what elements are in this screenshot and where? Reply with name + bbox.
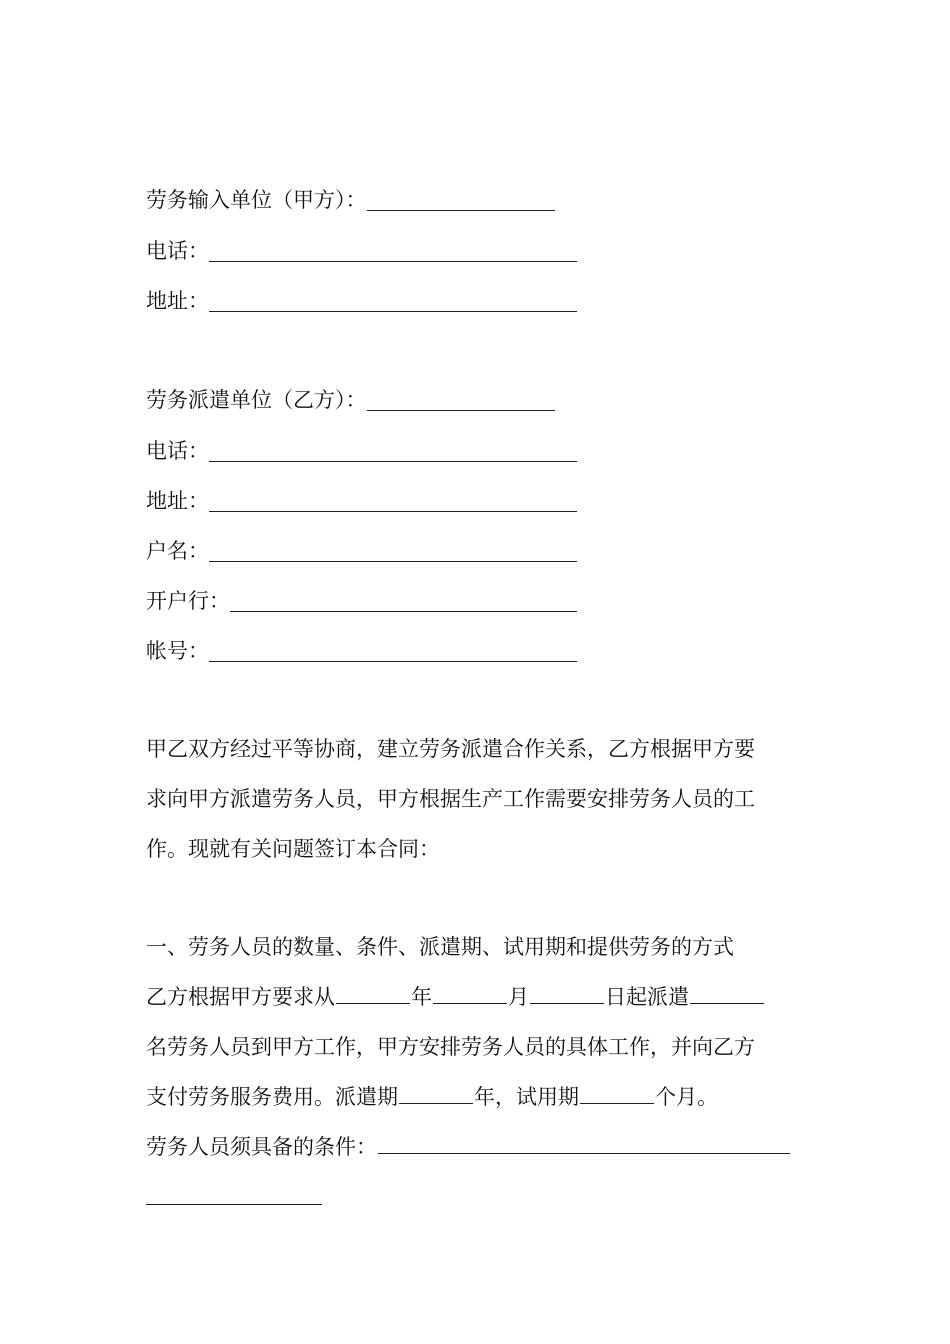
worker-conditions-blank[interactable] bbox=[378, 1131, 790, 1154]
party-b-account-name-row bbox=[146, 537, 577, 565]
party-b-account-name-blank[interactable] bbox=[209, 541, 577, 562]
probation-period-blank[interactable] bbox=[580, 1081, 654, 1104]
intro-line-2: 求向甲方派遣劳务人员，甲方根据生产工作需要安排劳务人员的工 bbox=[146, 787, 755, 811]
party-a-title-label: 劳务输入单位（甲方）： bbox=[146, 188, 367, 212]
party-b-account-no-row bbox=[146, 637, 577, 665]
party-b-address-label: 地址： bbox=[146, 489, 209, 513]
intro-line-1: 甲乙双方经过平等协商，建立劳务派遣合作关系，乙方根据甲方要 bbox=[146, 737, 755, 761]
party-b-name-blank[interactable] bbox=[367, 390, 555, 411]
section-1-l3-b: 年，试用期 bbox=[474, 1085, 579, 1109]
party-b-phone-blank[interactable] bbox=[209, 441, 577, 462]
party-b-title-label: 劳务派遣单位（乙方）： bbox=[146, 388, 367, 412]
section-1-l4: 劳务人员须具备的条件： bbox=[146, 1135, 377, 1159]
party-b-phone-row bbox=[146, 437, 577, 465]
party-b-account-no-blank[interactable] bbox=[209, 641, 577, 662]
start-day-blank[interactable] bbox=[530, 981, 604, 1004]
party-a-address-blank[interactable] bbox=[209, 291, 577, 312]
party-b-account-name-label: 户名： bbox=[146, 539, 209, 563]
party-b-bank-blank[interactable] bbox=[230, 591, 577, 612]
section-1-line-1 bbox=[146, 972, 811, 1022]
party-a-name-blank[interactable] bbox=[367, 190, 555, 211]
party-b-title-row bbox=[146, 386, 555, 414]
section-1-line-2: 名劳务人员到甲方工作，甲方安排劳务人员的具体工作，并向乙方 bbox=[146, 1035, 755, 1059]
worker-count-blank[interactable] bbox=[690, 981, 764, 1004]
party-a-phone-label: 电话： bbox=[146, 239, 209, 263]
party-a-address-row bbox=[146, 287, 577, 315]
party-b-address-row bbox=[146, 487, 577, 515]
start-month-blank[interactable] bbox=[433, 981, 507, 1004]
section-1-l1-d: 日起派遣 bbox=[605, 985, 689, 1009]
worker-conditions-continuation-blank[interactable] bbox=[146, 1204, 322, 1205]
party-b-bank-row bbox=[146, 587, 577, 615]
party-b-address-blank[interactable] bbox=[209, 491, 577, 512]
section-1-l3-c: 个月。 bbox=[655, 1085, 718, 1109]
party-a-phone-row bbox=[146, 237, 577, 265]
section-1-l1-b: 年 bbox=[411, 985, 432, 1009]
section-1-l1-c: 月 bbox=[508, 985, 529, 1009]
section-1-l1-a: 乙方根据甲方要求从 bbox=[146, 985, 335, 1009]
party-a-phone-blank[interactable] bbox=[209, 241, 577, 262]
dispatch-period-blank[interactable] bbox=[399, 1081, 473, 1104]
section-1 bbox=[146, 922, 811, 1172]
intro-paragraph bbox=[146, 724, 811, 874]
section-1-line-3 bbox=[146, 1072, 811, 1122]
section-1-heading: 一、劳务人员的数量、条件、派遣期、试用期和提供劳务的方式 bbox=[146, 935, 734, 959]
party-a-address-label: 地址： bbox=[146, 289, 209, 313]
start-year-blank[interactable] bbox=[336, 981, 410, 1004]
party-a-title-row bbox=[146, 186, 555, 214]
section-1-line-4 bbox=[146, 1122, 811, 1172]
section-1-l3-a: 支付劳务服务费用。派遣期 bbox=[146, 1085, 398, 1109]
intro-line-3: 作。现就有关问题签订本合同： bbox=[146, 837, 440, 861]
party-b-phone-label: 电话： bbox=[146, 439, 209, 463]
party-b-bank-label: 开户行： bbox=[146, 589, 230, 613]
party-b-account-no-label: 帐号： bbox=[146, 639, 209, 663]
